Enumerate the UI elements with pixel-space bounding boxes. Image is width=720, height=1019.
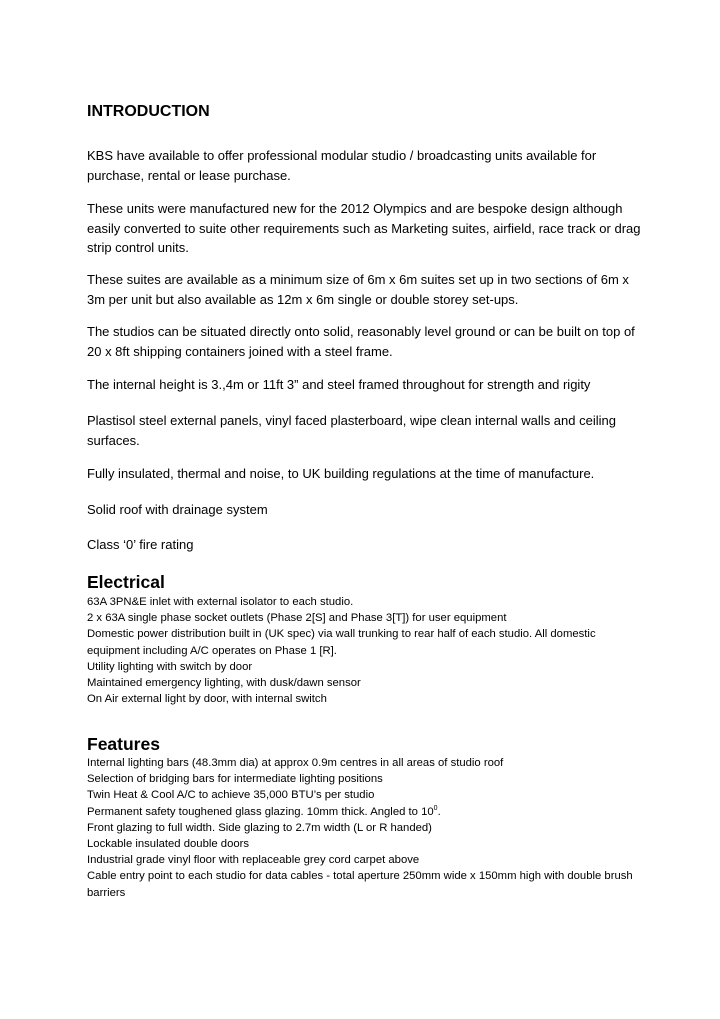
list-item: Cable entry point to each studio for data cables - total aperture 250mm wide x 150mm high with double brush barriers: [87, 870, 633, 899]
list-item: Maintained emergency lighting, with dusk/dawn sensor: [87, 677, 361, 690]
list-item: Selection of bridging bars for intermediate lighting positions: [87, 773, 383, 786]
list-item-glazing: [87, 804, 647, 820]
intro-paragraph: Plastisol steel external panels, vinyl faced plasterboard, wipe clean internal walls and ceiling surfaces.: [87, 413, 616, 448]
intro-paragraph: Solid roof with drainage system: [87, 502, 268, 517]
list-item: 63A 3PN&E inlet with external isolator to each studio.: [87, 596, 354, 608]
list-item: On Air external light by door, with internal switch: [87, 693, 327, 706]
intro-paragraph: These suites are available as a minimum size of 6m x 6m suites set up in two sections of 6m x 3m per unit but also available as 12m x 6m single or double storey set-ups.: [87, 272, 629, 307]
electrical-list: [87, 594, 647, 707]
intro-paragraph: Fully insulated, thermal and noise, to UK building regulations at the time of manufacture.: [87, 466, 595, 481]
introduction-heading: INTRODUCTION: [87, 103, 210, 120]
list-item: Industrial grade vinyl floor with replaceable grey cord carpet above: [87, 854, 420, 867]
intro-paragraph: The internal height is 3.,4m or 11ft 3” and steel framed throughout for strength and rigity: [87, 377, 591, 392]
intro-paragraph: Class ‘0’ fire rating: [87, 537, 194, 552]
features-list: [87, 755, 647, 901]
intro-paragraph: These units were manufactured new for the 2012 Olympics and are bespoke design although easily converted to suite other requirements such as Marketing suites, airfield, race track or drag strip control units.: [87, 201, 641, 255]
list-item: Domestic power distribution built in (UK spec) via wall trunking to rear half of each studio. All domestic equipment including A/C operates on Phase 1 [R].: [87, 628, 596, 657]
list-item: 2 x 63A single phase socket outlets (Phase 2[S] and Phase 3[T]) for user equipment: [87, 612, 507, 625]
degree-superscript: 0: [433, 804, 438, 812]
list-item: Lockable insulated double doors: [87, 838, 250, 851]
glazing-suffix: .: [437, 805, 441, 818]
intro-paragraph: The studios can be situated directly onto solid, reasonably level ground or can be built on top of 20 x 8ft shipping containers joined with a steel frame.: [87, 324, 635, 359]
list-item: Internal lighting bars (48.3mm dia) at approx 0.9m centres in all areas of studio roof: [87, 757, 504, 769]
list-item: Front glazing to full width. Side glazing to 2.7m width (L or R handed): [87, 821, 432, 834]
glazing-text: Permanent safety toughened glass glazing. 10mm thick. Angled to 10: [87, 805, 434, 818]
intro-paragraph: KBS have available to offer professional modular studio / broadcasting units available for purchase, rental or lease purchase.: [87, 148, 597, 183]
list-item: Twin Heat & Cool A/C to achieve 35,000 BTU’s per studio: [87, 789, 375, 802]
list-item: Utility lighting with switch by door: [87, 660, 253, 673]
features-heading: Features: [87, 734, 160, 754]
electrical-heading: Electrical: [87, 572, 165, 592]
